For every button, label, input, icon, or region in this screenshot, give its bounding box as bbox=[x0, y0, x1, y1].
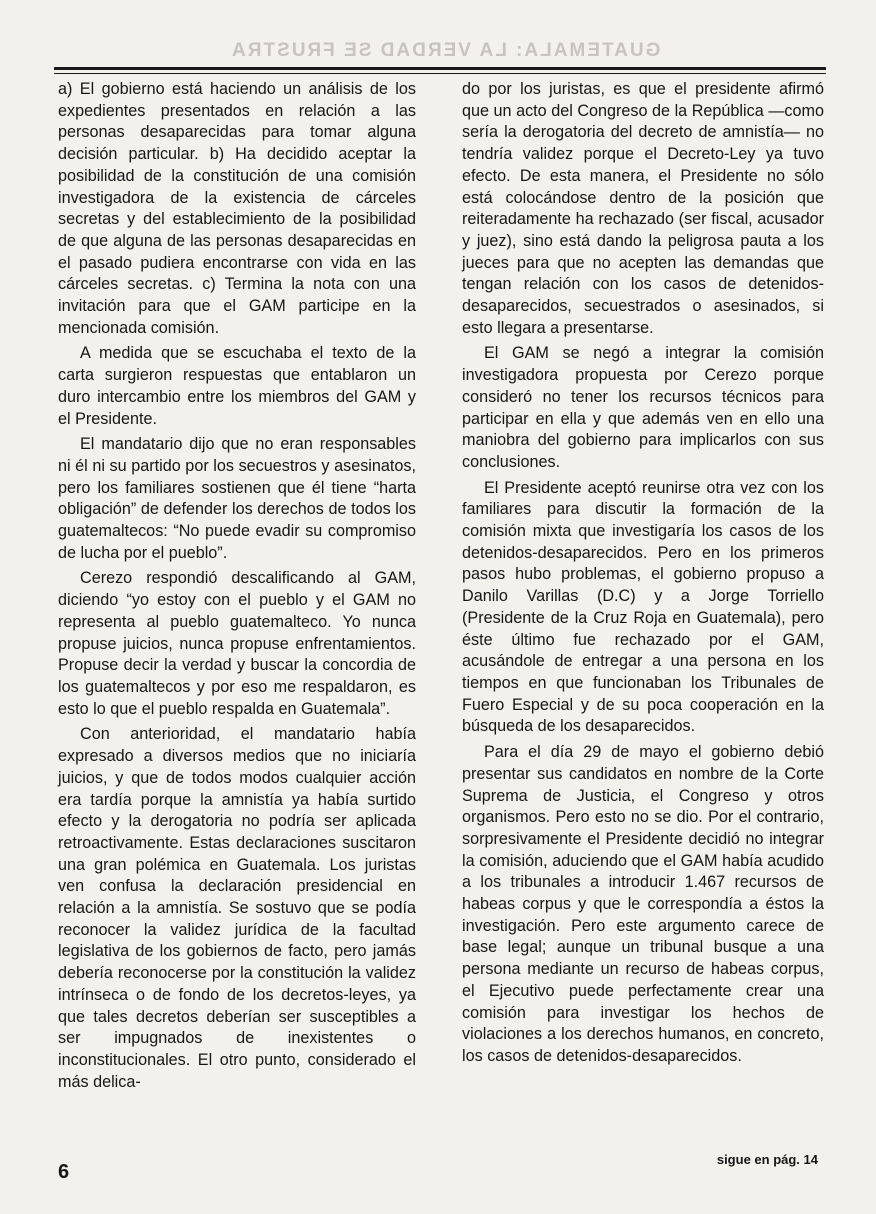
right-column bbox=[462, 79, 824, 1072]
paragraph: El GAM se negó a integrar la comisión investigadora propuesta por Cerezo porque consideró no tener los recursos técnicos para participar en ella y que además ven en ello una maniobra del gobierno para implicarlos con sus conclusiones. bbox=[462, 344, 824, 471]
paragraph: El Presidente aceptó reunirse otra vez con los familiares para discutir la formación de la comisión mixta que investigaría los casos de los detenidos-desaparecidos. Pero en los primeros pasos hubo problemas, el gobierno propuso a Danilo Varillas (D.C) y a Jorge Torriello (Presidente de la Cruz Roja en Guatemala), pero éste último fue rechazado por el GAM, acusándole de entregar a una persona en los tiempos en que funcionaban los Tribunales de Fuero Especial y de su poca cooperación en la búsqueda de los desaparecidos. bbox=[462, 478, 824, 736]
paragraph: A medida que se escuchaba el texto de la carta surgieron respuestas que entablaron un duro intercambio entre los miembros del GAM y el Presidente. bbox=[58, 344, 416, 428]
paragraph: Cerezo respondió descalificando al GAM, diciendo “yo estoy con el pueblo y el GAM no representa al pueblo guatemalteco. Yo nunca propuse juicios, nunca propuse enfrentamientos. Propuse decir la verdad y buscar la concordia de los guatemaltecos y por eso me respaldaron, es esto lo que el pueblo respalda en Guatemala”. bbox=[58, 569, 416, 718]
paragraph: Con anterioridad, el mandatario había expresado a diversos medios que no iniciaría juicios, y que de todos modos cualquier acción era tardía porque la amnistía ya había surtido efecto y la derogatoria no podría ser aplicada retroactivamente. Estas declaraciones suscitaron una gran polémica en Guatemala. Los juristas ven confusa la declaración presidencial en relación a la amnistía. Se sostuvo que se podía reconocer la validez jurídica de la facultad legislativa de los gobiernos de facto, pero jamás debería reconocerse por la constitución la validez intrínseca o de fondo de los decretos-leyes, ya que tales decretos deberían ser susceptibles a ser impugnados de inexistentes o inconstitucionales. El otro punto, considerado el más delica- bbox=[58, 725, 416, 1091]
paragraph: a) El gobierno está haciendo un análisis de los expedientes presentados en relación a las personas desaparecidas para tomar alguna decisión particular. b) Ha decidido aceptar la posibilidad de la constitución de una comisión investigadora de la existencia de cárceles secretas y del establecimiento de la posibilidad de que alguna de las personas desaparecidas en el pasado pudiera encontrarse con vida en las cárceles secretas. c) Termina la nota con una invitación para que el GAM participe en la mencionada comisión. bbox=[58, 80, 416, 337]
header-rule-thick bbox=[54, 67, 826, 70]
paragraph: Para el día 29 de mayo el gobierno debió presentar sus candidatos en nombre de la Corte Suprema de Justicia, el Congreso y otros organismos. Pero esto no se dio. Por el contrario, sorpresivamente el Presidente decidió no integrar la comisión, aduciendo que el GAM había acudido a los tribunales a introducir 1.467 recursos de habeas corpus y que le correspondía a éstos la investigación. Pero este argumento carece de base legal; aunque un tribunal busque a una persona mediante un recurso de habeas corpus, el Ejecutivo puede perfectamente crear una comisión para investigar los hechos de violaciones a los derechos humanos, en concreto, los casos de detenidos-desaparecidos. bbox=[462, 743, 824, 1065]
page-number: 6 bbox=[58, 1161, 70, 1183]
paragraph: El mandatario dijo que no eran responsables ni él ni su partido por los secuestros y asesinatos, pero los familiares sostienen que él tiene “harta obligación” de defender los derechos de todos los guatemaltecos: “No puede evadir su compromiso de lucha por el pueblo”. bbox=[58, 435, 416, 562]
left-column bbox=[58, 79, 416, 1097]
continued-note: sigue en pág. 14 bbox=[716, 1152, 818, 1167]
header-rule-thin bbox=[54, 73, 826, 74]
paragraph: do por los juristas, es que el presidente afirmó que un acto del Congreso de la República —como sería la derogatoria del decreto de amnistía— no tendría validez porque el Decreto-Ley ya tuvo efecto. De esta manera, el Presidente no sólo está colocándose dentro de la posición que reiteradamente ha rechazado (ser fiscal, acusador y juez), sino está dando la peligrosa pauta a los jueces para que no acepten las demandas que tengan relación con los casos de detenidos-desaparecidos, secuestrados o asesinados, si esto llegara a presentarse. bbox=[462, 80, 824, 337]
header-bleed-through: GUATEMALA: LA VERDAD SE FRUSTRA bbox=[230, 40, 661, 61]
